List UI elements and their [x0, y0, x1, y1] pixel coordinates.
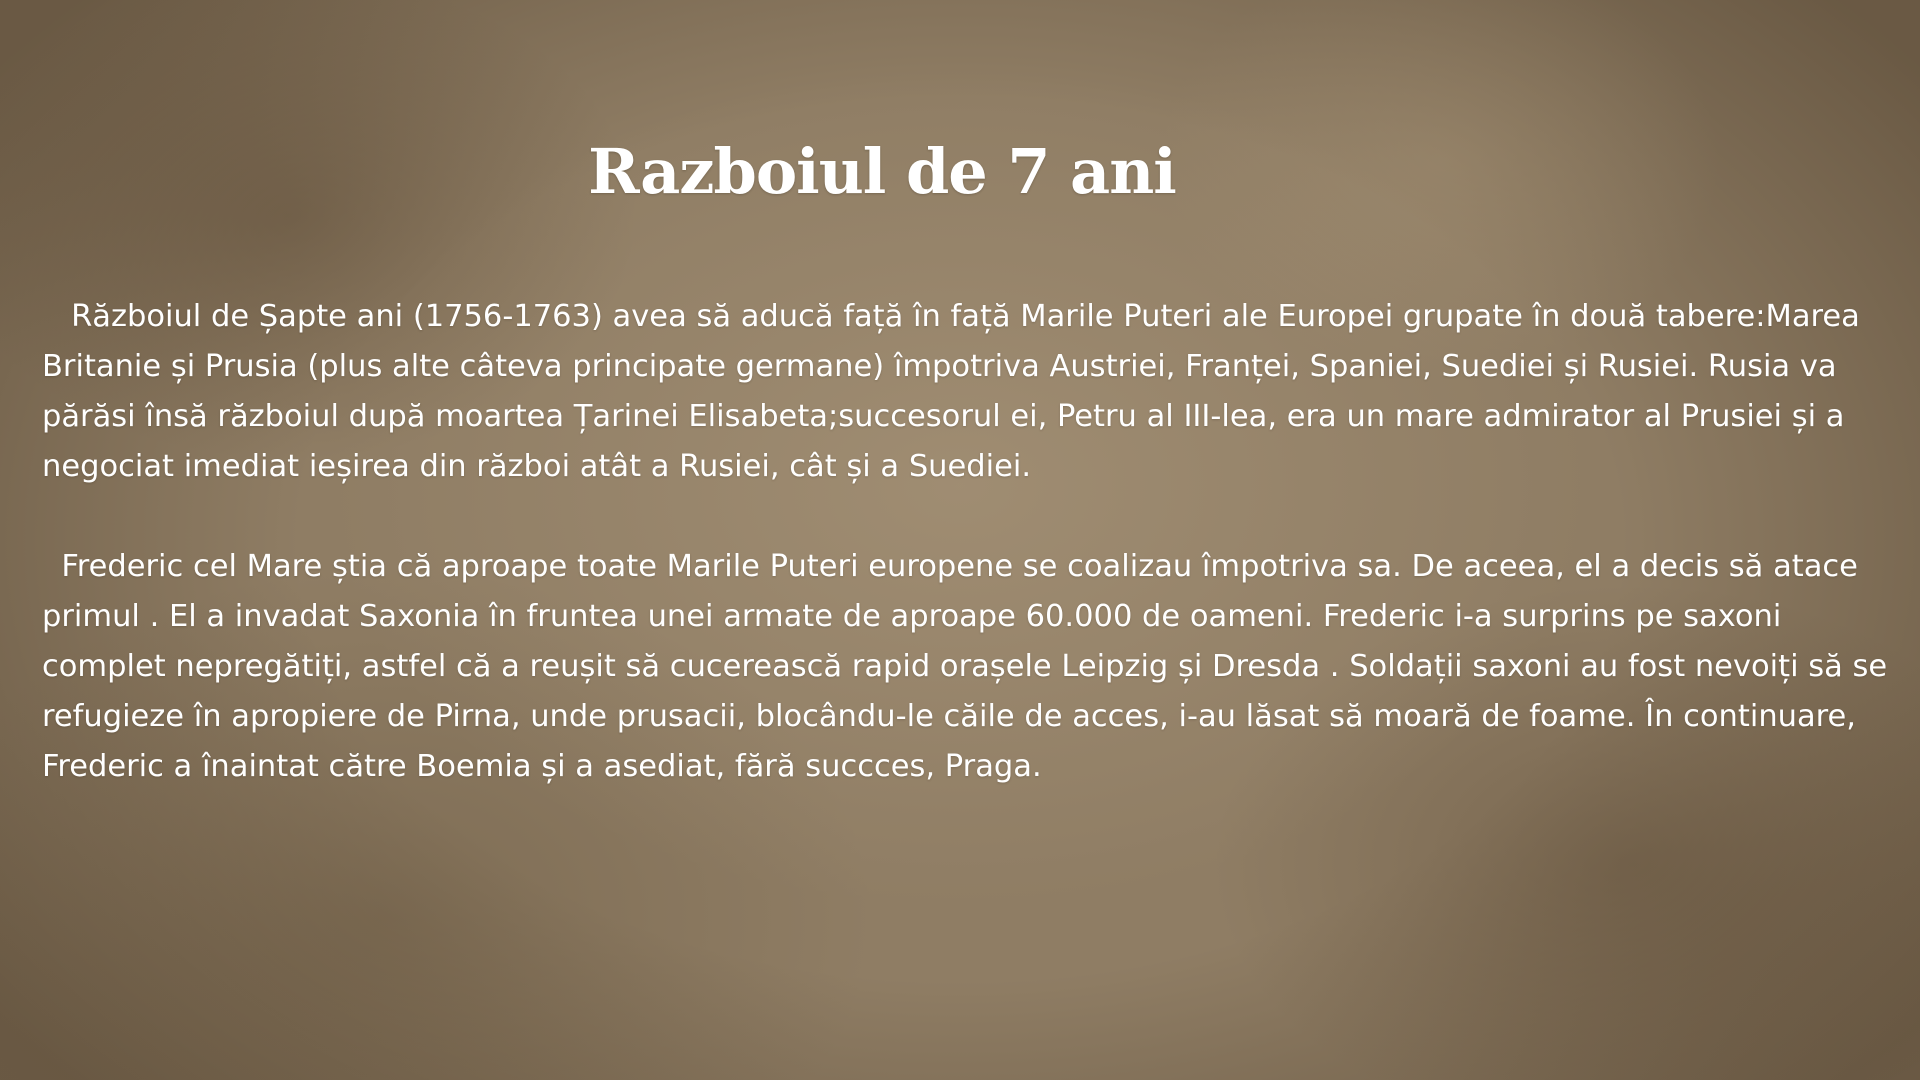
slide-body	[42, 292, 1902, 792]
slide-title: Razboiul de 7 ani	[588, 135, 1176, 208]
paragraph-frederic: Frederic cel Mare știa că aproape toate Marile Puteri europene se coalizau împotriva sa. De aceea, el a decis să atace primul . El a invadat Saxonia în fruntea unei armate de aproape 60.000 de oameni. Frederic i-a surprins pe saxoni complet nepregătiți, astfel că a reușit să cucerească rapid orașele Leipzig și Dresda . Soldații saxoni au fost nevoiți să se refugieze în apropiere de Pirna, unde prusacii, blocându-le căile de acces, i-au lăsat să moară de foame. În continuare, Frederic a înaintat către Boemia și a asediat, fără succces, Praga.	[42, 549, 1897, 784]
paragraph-intro: Războiul de Șapte ani (1756-1763) avea să aducă față în față Marile Puteri ale Europei grupate în două tabere:Marea Britanie și Prusia (plus alte câteva principate germane) împotriva Austriei, Franței, Spaniei, Suediei și Rusiei. Rusia va părăsi însă războiul după moartea Țarinei Elisabeta;succesorul ei, Petru al III-lea, era un mare admirator al Prusiei și a negociat imediat ieșirea din război atât a Rusiei, cât și a Suediei.	[42, 299, 1870, 484]
